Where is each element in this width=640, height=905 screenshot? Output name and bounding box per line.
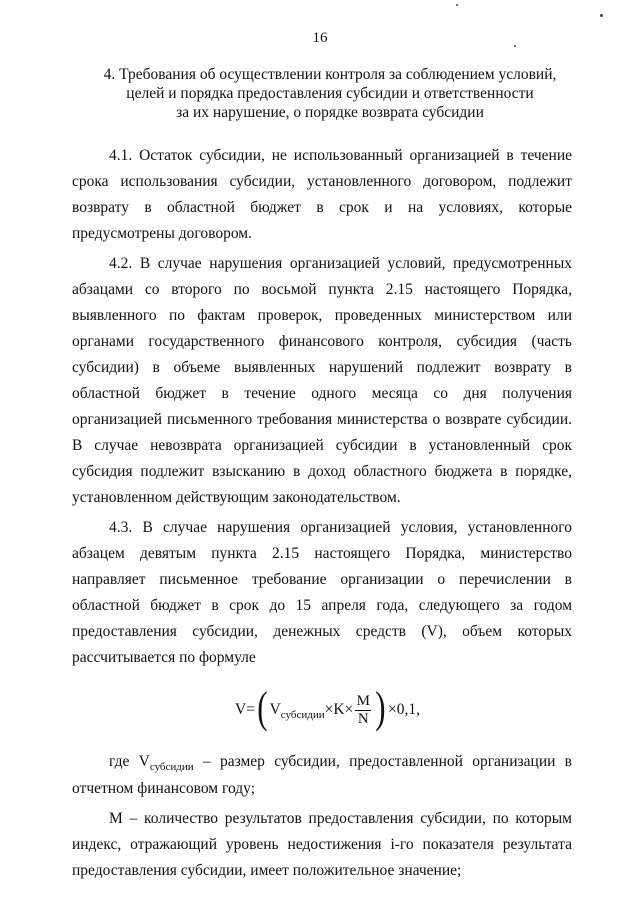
- formula-fraction: [355, 693, 371, 728]
- where-subscript: субсидии: [149, 761, 194, 773]
- scan-speck: [600, 14, 603, 17]
- formula: [72, 677, 572, 741]
- formula-times-k: ×K×: [324, 701, 354, 718]
- where-rest: – размер субсидии, предоставленной организации в отчетном финансовом году;: [72, 753, 573, 797]
- heading-line-3: за их нарушение, о порядке возврата субсидии: [176, 104, 484, 121]
- formula-numerator: M: [356, 692, 370, 709]
- heading-line-1: 4. Требования об осуществлении контроля за соблюдением условий,: [103, 66, 557, 83]
- formula-lhs: V=: [235, 701, 255, 718]
- where-prefix: где V: [109, 753, 150, 770]
- paragraph-4-3: 4.3. В случае нарушения организацией условия, установленного абзацем девятым пункта 2.15 настоящего Порядка, министерство направляет письменное требование организации о перечислении в областной бюджет в срок до 15 апреля года, следующего за годом предоставления субсидии, денежных средств (V), объем которых рассчитывается по формуле: [72, 519, 572, 666]
- formula-open-paren: (: [257, 683, 268, 732]
- scan-speck: [514, 45, 516, 47]
- formula-v: V: [269, 701, 281, 718]
- formula-v-subscript: субсидии: [280, 709, 325, 721]
- section-heading: [80, 65, 580, 122]
- document-body: [72, 143, 572, 888]
- paragraph-where-v: [72, 749, 572, 802]
- paragraph-4-2: 4.2. В случае нарушения организацией условий, предусмотренных абзацами со второго по восьмой пункта 2.15 настоящего Порядка, выявленного по фактам проверок, проведенных министерством или органами государственного финансового контроля, субсидия (часть субсидии) в объеме выявленных нарушений подлежит возврату в областной бюджет в течение одного месяца со дня получения организацией письменного требования министерства о возврате субсидии. В случае невозврата организацией субсидии в установленный срок субсидия подлежит взысканию в доход областного бюджета в порядке, установленном действующим законодательством.: [72, 255, 572, 506]
- scan-speck: [456, 4, 458, 6]
- formula-denominator: N: [357, 710, 369, 727]
- page-number: 16: [312, 30, 328, 46]
- paragraph-4-1: 4.1. Остаток субсидии, не использованный организацией в течение срока использования субсидии, установленного договором, подлежит возврату в областной бюджет в срок и на условиях, которые предусмотрены договором.: [72, 147, 572, 242]
- heading-line-2: целей и порядка предоставления субсидии и ответственности: [126, 85, 534, 102]
- formula-close-paren: ): [375, 683, 386, 732]
- formula-tail: ×0,1,: [387, 701, 420, 718]
- paragraph-m-definition: М – количество результатов предоставления субсидии, по которым индекс, отражающий уровень недостижения i-го показателя результата предоставления субсидии, имеет положительное значение;: [72, 810, 572, 879]
